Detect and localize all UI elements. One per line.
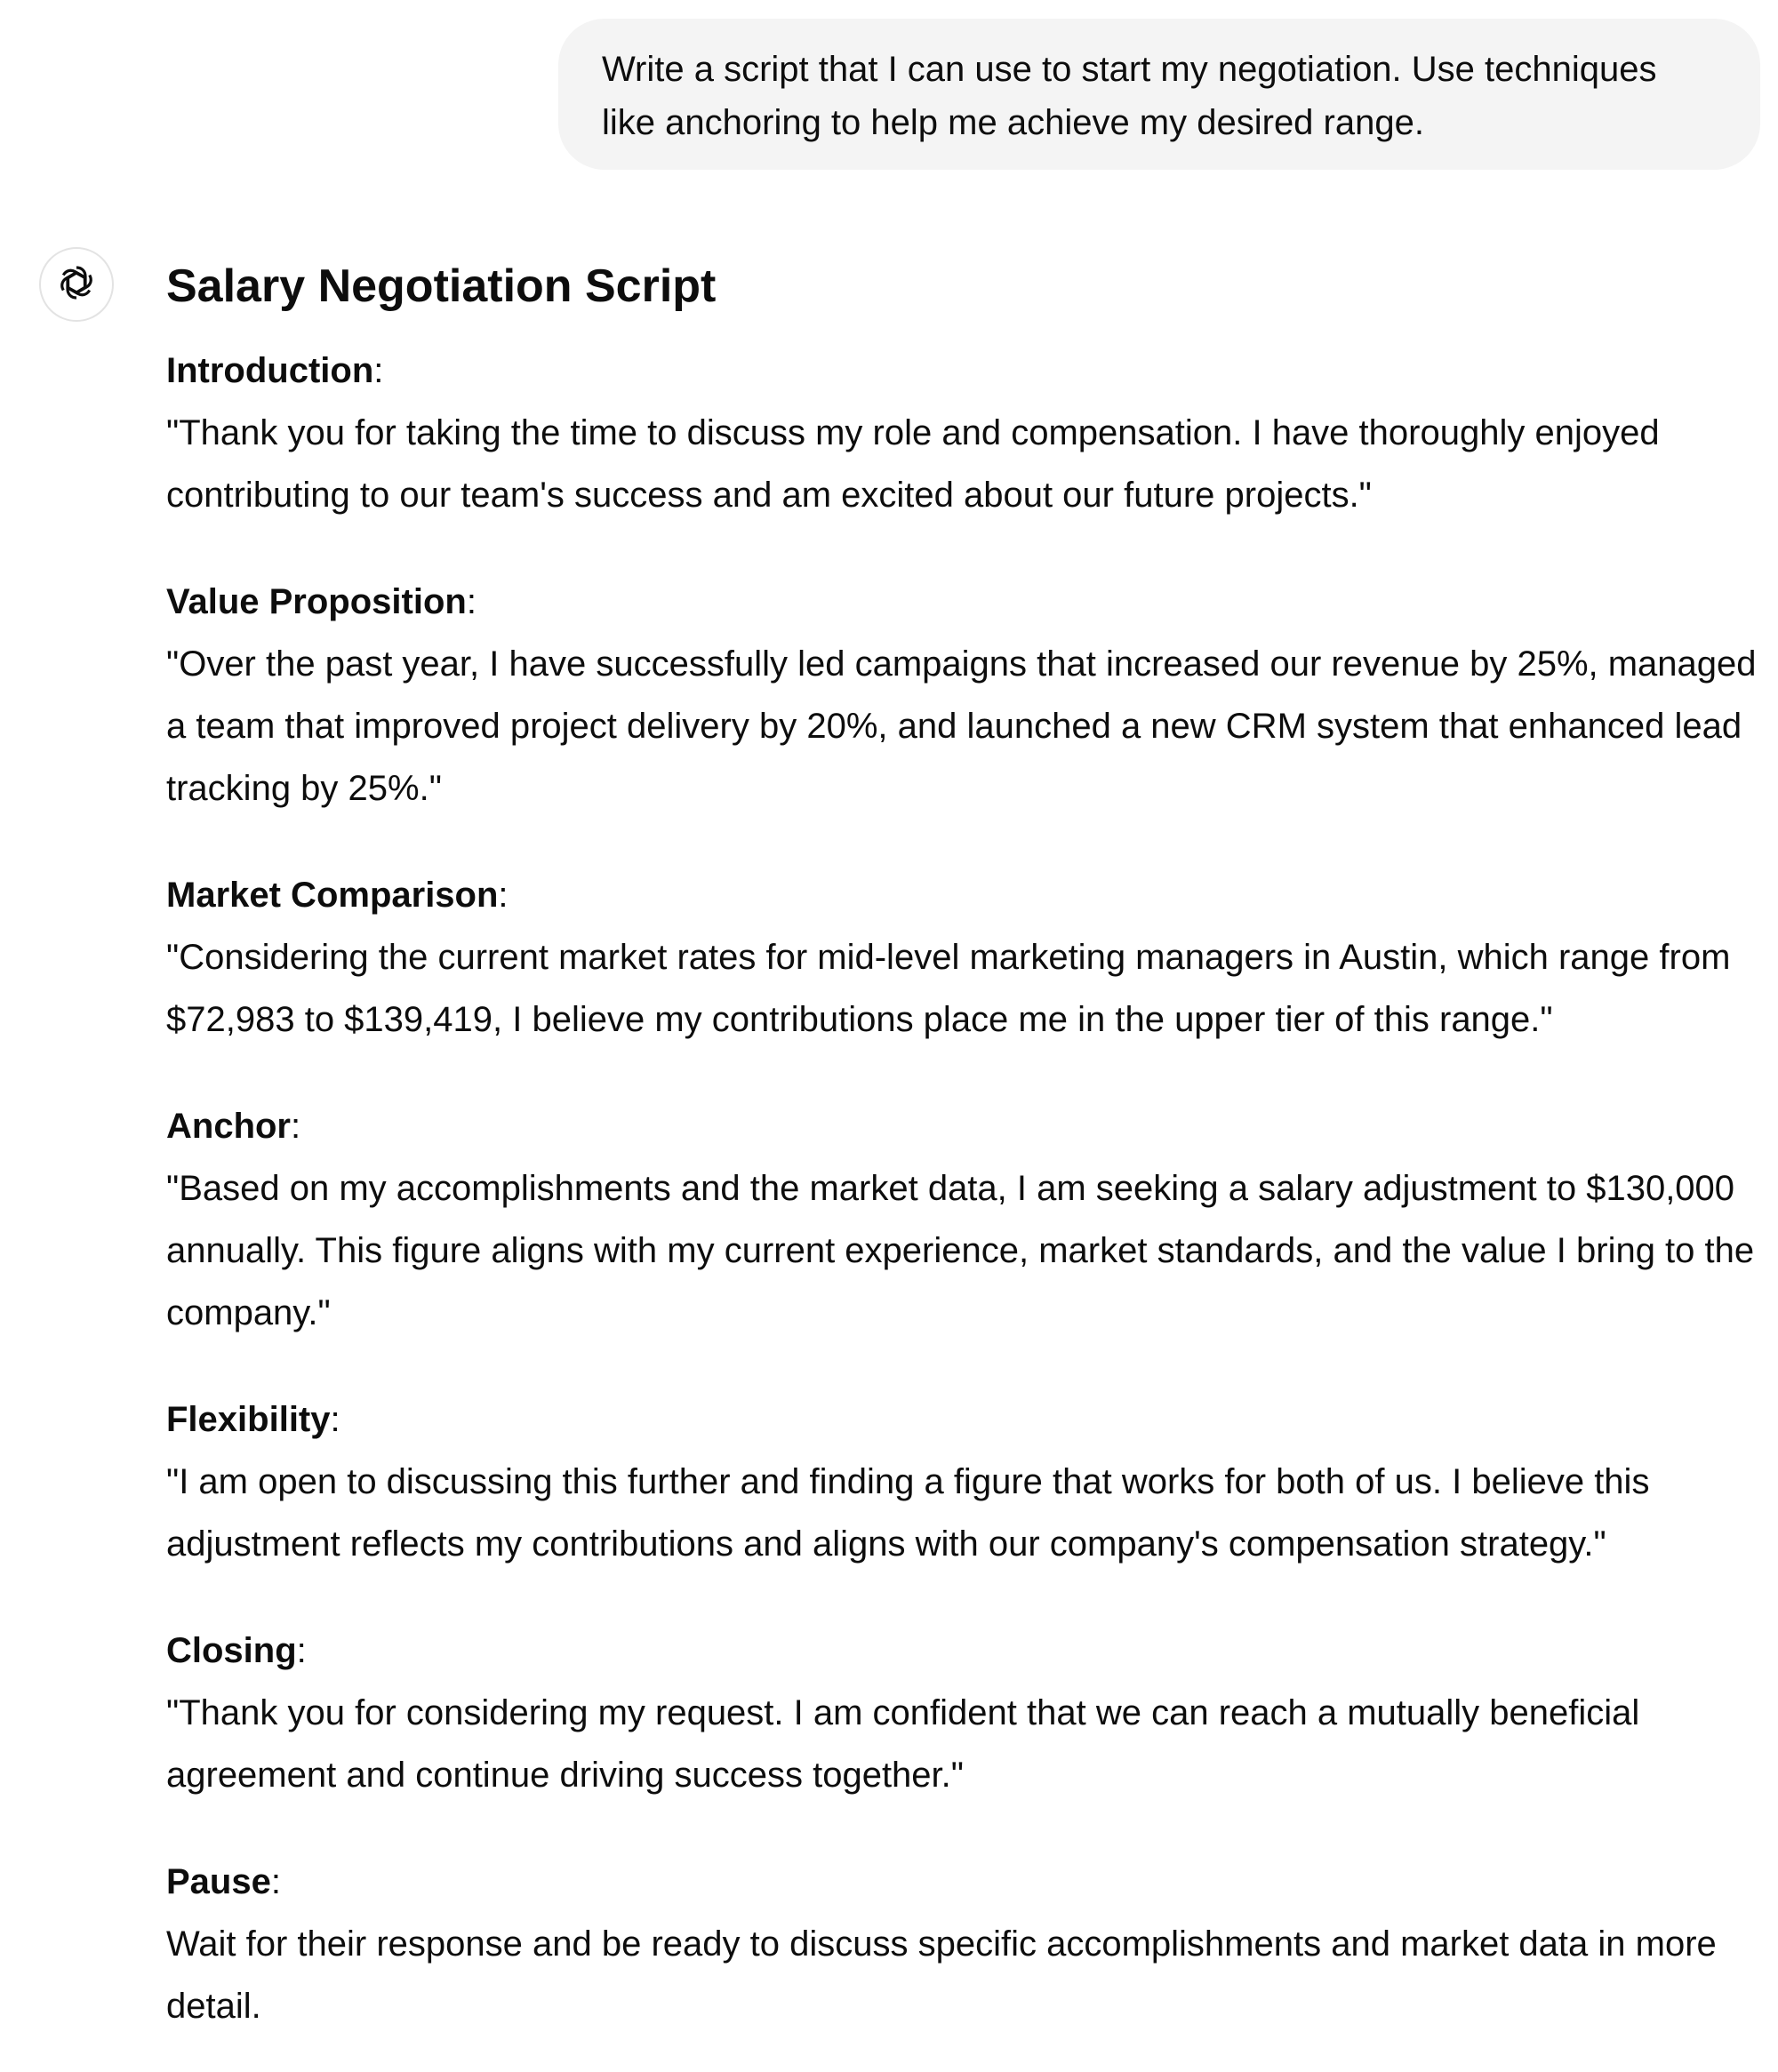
section-label-separator: : (373, 351, 384, 390)
section-label-text: Anchor (166, 1107, 291, 1146)
user-message-text: Write a script that I can use to start my negotiation. Use techniques like anchoring to help me achieve my desired range. (602, 50, 1657, 142)
section-label-separator: : (466, 582, 477, 621)
section-text: "Based on my accomplishments and the market data, I am seeking a salary adjustment to $130,000 annually. This figure aligns with my current experience, market standards, and the value I bring to the company." (166, 1169, 1755, 1332)
section-text: "I am open to discussing this further and finding a figure that works for both of us. I believe this adjustment reflects my contributions and aligns with our company's compensation strategy." (166, 1462, 1650, 1564)
section-label (166, 340, 1760, 402)
section-label-text: Closing (166, 1631, 297, 1670)
section-label-separator: : (291, 1107, 301, 1146)
section-label-text: Flexibility (166, 1400, 331, 1439)
section-text: Wait for their response and be ready to discuss specific accomplishments and market data in more detail. (166, 1924, 1717, 2026)
section-flexibility (166, 1388, 1760, 1575)
section-introduction (166, 340, 1760, 526)
user-message-bubble (558, 19, 1760, 170)
section-anchor (166, 1095, 1760, 1344)
section-text: "Over the past year, I have successfully led campaigns that increased our revenue by 25%, managed a team that improved project delivery by 20%, and launched a new CRM system that enhanced lead tracking by 25%." (166, 644, 1757, 808)
section-text: "Considering the current market rates for mid-level marketing managers in Austin, which range from $72,983 to $139,419, I believe my contributions place me in the upper tier of this range." (166, 938, 1731, 1039)
openai-logo-icon (55, 261, 98, 308)
response-title: Salary Negotiation Script (166, 260, 717, 312)
section-label-separator: : (498, 876, 509, 915)
section-label-separator: : (270, 1862, 281, 1901)
section-label (166, 1095, 1760, 1157)
section-text: "Thank you for considering my request. I am confident that we can reach a mutually beneficial agreement and continue driving success together." (166, 1693, 1640, 1795)
assistant-avatar (39, 247, 114, 322)
section-label-text: Value Proposition (166, 582, 467, 621)
section-value-proposition (166, 571, 1760, 820)
section-label (166, 571, 1760, 633)
section-pause (166, 1851, 1760, 2037)
section-label-separator: : (296, 1631, 307, 1670)
section-label-text: Introduction (166, 351, 374, 390)
section-text: "Thank you for taking the time to discuss my role and compensation. I have thoroughly enjoyed contributing to our team's success and am excited about our future projects." (166, 413, 1660, 515)
assistant-message (166, 254, 1760, 2037)
section-label (166, 864, 1760, 926)
section-label-text: Pause (166, 1862, 271, 1901)
section-closing (166, 1620, 1760, 1806)
section-label-text: Market Comparison (166, 876, 499, 915)
section-label (166, 1851, 1760, 1913)
section-label-separator: : (330, 1400, 340, 1439)
section-market-comparison (166, 864, 1760, 1051)
section-label (166, 1620, 1760, 1682)
section-label (166, 1388, 1760, 1451)
